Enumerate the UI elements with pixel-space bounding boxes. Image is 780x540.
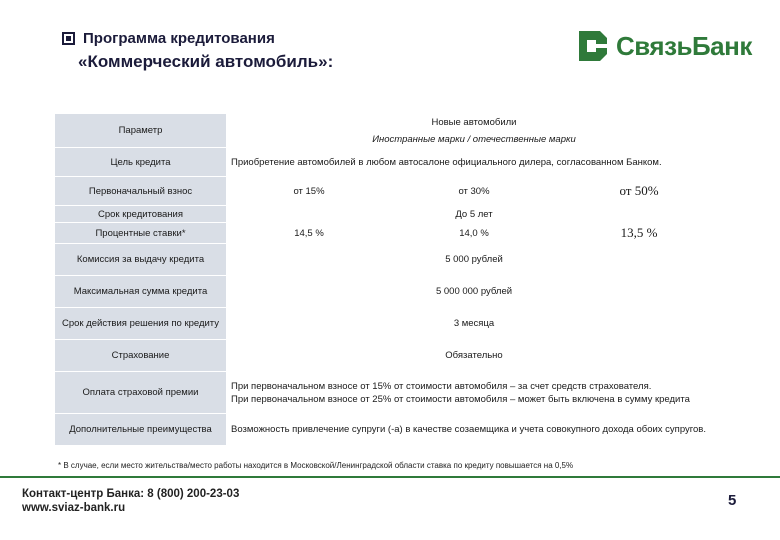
- bullet-checkbox-icon: [62, 32, 75, 45]
- page-number: 5: [728, 492, 737, 509]
- premium-line-1: При первоначальном взносе от 15% от стоимости автомобиля – за счет средств страхователя.: [231, 380, 652, 392]
- program-name: «Коммерческий автомобиль»:: [78, 52, 334, 71]
- insurance-value: Обязательно: [227, 340, 722, 372]
- max-sum-value: 5 000 000 рублей: [227, 276, 722, 308]
- footnote: * В случае, если место жительства/место работы находится в Московской/Ленинградской области ставка по кредиту повышается на 0,5%: [58, 461, 574, 470]
- term-label: Срок кредитования: [55, 206, 227, 223]
- fee-value: 5 000 рублей: [227, 244, 722, 276]
- decision-label: Срок действия решения по кредиту: [55, 308, 227, 340]
- bank-logo-text: СвязьБанк: [616, 30, 752, 61]
- param-header: Параметр: [55, 114, 227, 148]
- new-cars-header: Новые автомобили: [227, 114, 722, 131]
- fee-label: Комиссия за выдачу кредита: [55, 244, 227, 276]
- down-payment-value-1: от 15%: [227, 177, 392, 206]
- down-payment-value-3: от 50%: [557, 177, 722, 206]
- rates-value-1: 14,5 %: [227, 223, 392, 244]
- footer-divider: [0, 476, 780, 478]
- purpose-label: Цель кредита: [55, 148, 227, 177]
- bank-logo-icon: [576, 27, 610, 65]
- down-payment-label: Первоначальный взнос: [55, 177, 227, 206]
- title-block: [62, 30, 333, 72]
- decision-value: 3 месяца: [227, 308, 722, 340]
- insurance-label: Страхование: [55, 340, 227, 372]
- title-line1: [62, 30, 333, 47]
- rates-value-2: 14,0 %: [392, 223, 557, 244]
- contact-website[interactable]: www.sviaz-bank.ru: [22, 502, 126, 514]
- term-value: До 5 лет: [227, 206, 722, 223]
- extra-value: Возможность привлечение супруги (-а) в качестве созаемщика и учета совокупного дохода обоих супругов.: [227, 414, 722, 446]
- extra-label: Дополнительные преимущества: [55, 414, 227, 446]
- rates-value-3: 13,5 %: [557, 223, 722, 244]
- down-payment-value-2: от 30%: [392, 177, 557, 206]
- purpose-value: Приобретение автомобилей в любом автосалоне официального дилера, согласованном Банком.: [227, 148, 722, 177]
- max-sum-label: Максимальная сумма кредита: [55, 276, 227, 308]
- premium-value: [227, 372, 722, 414]
- rates-label: Процентные ставки*: [55, 223, 227, 244]
- bank-logo: [576, 27, 752, 65]
- contact-block: [22, 487, 239, 515]
- program-title: Программа кредитования: [83, 30, 275, 47]
- credit-params-table: [54, 113, 722, 446]
- contact-phone: Контакт-центр Банка: 8 (800) 200-23-03: [22, 488, 240, 500]
- premium-line-2: При первоначальном взносе от 25% от стоимости автомобиля – может быть включена в сумму кредита: [231, 393, 690, 405]
- premium-label: Оплата страховой премии: [55, 372, 227, 414]
- brands-subheader: Иностранные марки / отечественные марки: [227, 131, 722, 148]
